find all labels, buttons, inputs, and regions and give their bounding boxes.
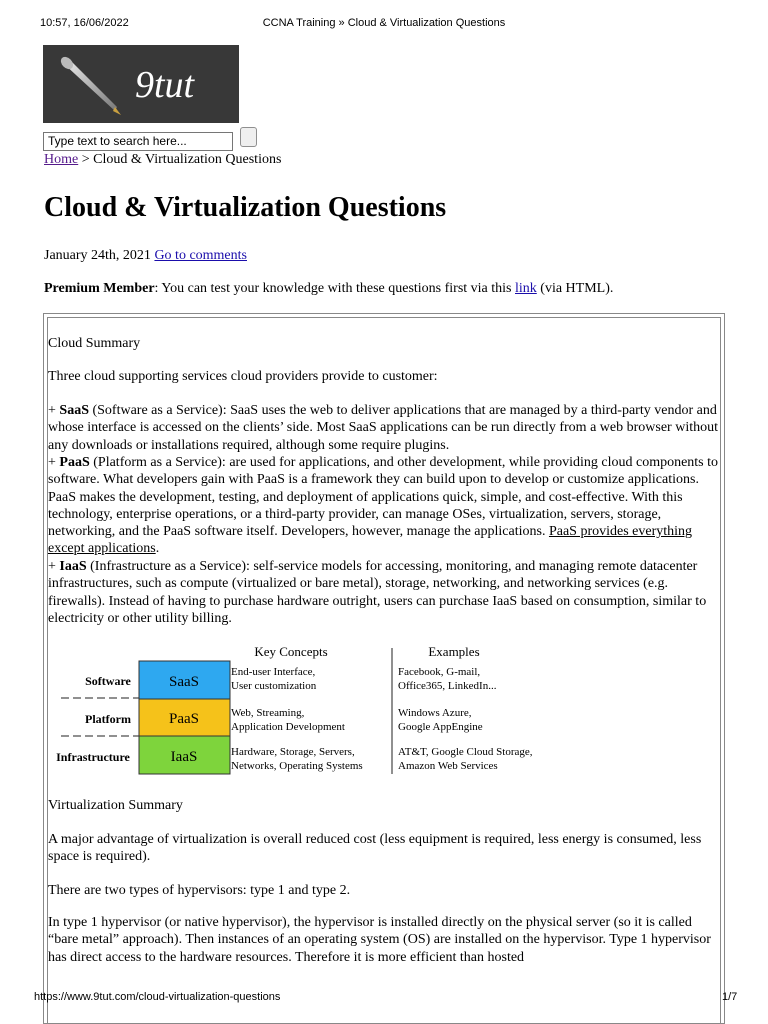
iaas-prefix: +: [48, 559, 60, 574]
comments-link[interactable]: Go to comments: [154, 248, 247, 263]
saas-paragraph: [48, 402, 720, 454]
paas-term: PaaS: [59, 455, 90, 470]
three-services-text: Three cloud supporting services cloud providers provide to customer:: [48, 369, 438, 384]
print-page-count: 1/7: [722, 991, 738, 1003]
paas-example-1: Windows Azure,: [398, 707, 472, 719]
hypervisor-types-text: There are two types of hypervisors: type 1 and type 2.: [48, 883, 351, 898]
virtualization-summary-heading: Virtualization Summary: [48, 798, 183, 813]
iaas-concept-1: Hardware, Storage, Servers,: [231, 746, 355, 758]
post-date: January 24th, 2021: [44, 248, 151, 263]
paas-box-label: PaaS: [169, 711, 199, 727]
paas-concept-1: Web, Streaming,: [231, 707, 305, 719]
search-button[interactable]: [240, 127, 257, 147]
software-label: Software: [85, 674, 131, 688]
paas-end: .: [155, 541, 160, 557]
saas-text: (Software as a Service): SaaS uses the web to deliver applications that are managed by a third-party vendor and whose interface is accessed on the clients’ side. Most SaaS applications can be run directly from a web browser without any downloads or installations required, although some require plugins.: [48, 403, 718, 453]
platform-label: Platform: [85, 712, 131, 726]
paas-example-2: Google AppEngine: [398, 721, 483, 733]
saas-concept-2: User customization: [231, 680, 317, 692]
breadcrumb-current: Cloud & Virtualization Questions: [93, 152, 282, 167]
logo-text: 9tut: [135, 64, 195, 106]
saas-example-2: Office365, LinkedIn...: [398, 680, 497, 692]
saas-concept-1: End-user Interface,: [231, 666, 316, 678]
infrastructure-label: Infrastructure: [56, 750, 130, 764]
premium-label: Premium Member: [44, 281, 155, 296]
iaas-paragraph: [48, 558, 720, 627]
key-concepts-header: Key Concepts: [254, 644, 328, 659]
iaas-term: IaaS: [59, 559, 87, 574]
cloud-summary-heading: Cloud Summary: [48, 336, 141, 351]
saas-example-1: Facebook, G-mail,: [398, 666, 481, 678]
iaas-text: (Infrastructure as a Service): self-service models for accessing, monitoring, and managing remote datacenter infrastructures, such as compute (virtualized or bare metal), storage, networking, and networking services (e.g. firewalls). Instead of having to purchase hardware outright, users can purchase IaaS based on consumption, similar to electricity or other utility billing.: [48, 559, 707, 626]
premium-text-b: (via HTML).: [536, 281, 614, 296]
iaas-concept-2: Networks, Operating Systems: [231, 760, 363, 772]
paas-text: (Platform as a Service): are used for applications, and other development, while providing cloud components to software. What developers gain with PaaS is a framework they can build upon to develop or customize applications. PaaS makes the development, testing, and deployment of applications quick, simple, and cost-effective. With this technology, enterprise operations, or a third-party provider, can manage OSes, virtualization, servers, storage, networking, and the PaaS software itself. Developers, however, manage the applications.: [48, 455, 719, 540]
saas-prefix: +: [48, 403, 60, 418]
print-page-title: CCNA Training » Cloud & Virtualization Questions: [262, 17, 506, 29]
iaas-box-label: IaaS: [170, 749, 198, 765]
iaas-example-2: Amazon Web Services: [398, 760, 498, 772]
examples-header: Examples: [428, 644, 480, 659]
breadcrumb-separator: >: [78, 152, 94, 167]
print-url: https://www.9tut.com/cloud-virtualization-questions: [34, 991, 281, 1003]
site-logo[interactable]: [43, 45, 239, 123]
saas-term: SaaS: [59, 403, 89, 418]
breadcrumb-home-link[interactable]: Home: [44, 152, 79, 167]
paas-paragraph: [48, 454, 720, 558]
premium-notice: [44, 281, 613, 297]
virtualization-advantage-text: A major advantage of virtualization is overall reduced cost (less equipment is required, less energy is consumed, less space is required).: [48, 832, 702, 865]
premium-link[interactable]: link: [515, 281, 537, 296]
iaas-example-1: AT&T, Google Cloud Storage,: [398, 746, 533, 758]
premium-text-a: : You can test your knowledge with these questions first via this: [154, 281, 515, 296]
paas-underlined: PaaS provides everything except applications: [48, 524, 693, 557]
print-datetime: 10:57, 16/06/2022: [40, 17, 129, 29]
search-input[interactable]: Type text to search here...: [43, 132, 233, 151]
post-date-line: [44, 248, 247, 264]
paas-prefix: +: [48, 455, 60, 470]
saas-box-label: SaaS: [169, 674, 199, 690]
cloud-service-diagram: [48, 640, 568, 780]
breadcrumb: [44, 152, 281, 168]
page-title: Cloud & Virtualization Questions: [44, 192, 447, 223]
paas-concept-2: Application Development: [231, 721, 345, 733]
type1-hypervisor-text: In type 1 hypervisor (or native hypervisor), the hypervisor is installed directly on the physical server (so it is called “bare metal” approach). Then instances of an operating system (OS) are installed on the hypervisor. Type 1 hypervisor has direct access to the hardware resources. Therefore it is more efficient than hosted: [48, 915, 711, 965]
